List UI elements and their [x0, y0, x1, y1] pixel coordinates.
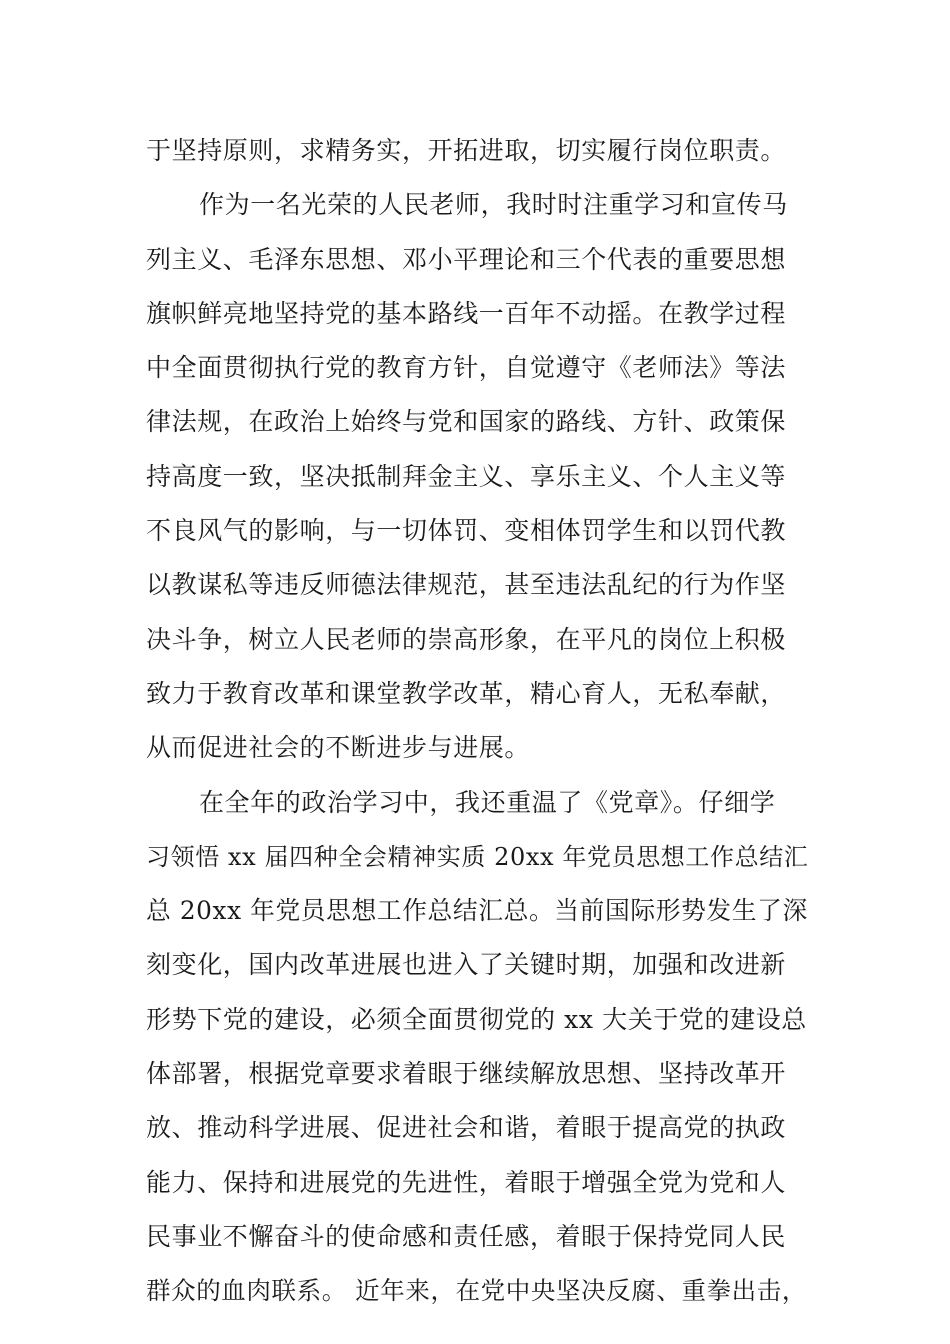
- text-line: 持高度一致，坚决抵制拜金主义、享乐主义、个人主义等: [146, 461, 787, 491]
- text-line: 放、推动科学进展、促进社会和谐，着眼于提高党的执政: [146, 1113, 787, 1143]
- body-text: [146, 124, 810, 1319]
- text-line: 能力、保持和进展党的先进性，着眼于增强全党为党和人: [146, 1167, 787, 1197]
- text-line: 决斗争，树立人民老师的崇高形象，在平凡的岗位上积极: [146, 624, 787, 654]
- paragraph-start-line: 作为一名光荣的人民老师，我时时注重学习和宣传马: [199, 190, 788, 220]
- text-line: 习领悟 xx 届四种全会精神实质 20xx 年党员思想工作总结汇: [146, 842, 809, 871]
- text-line: 律法规，在政治上始终与党和国家的路线、方针、政策保: [146, 407, 787, 437]
- paragraph-start-line: 在全年的政治学习中，我还重温了《党章》。仔细学: [199, 787, 776, 817]
- text-line: 刻变化，国内改革进展也进入了关键时期，加强和改进新: [146, 950, 787, 980]
- text-line: 群众的血肉联系。 近年来，在党中央坚决反腐、重拳出击，: [146, 1276, 807, 1306]
- text-line: 以教谋私等违反师德法律规范，甚至违法乱纪的行为作坚: [146, 570, 787, 600]
- text-line: 列主义、毛泽东思想、邓小平理论和三个代表的重要思想: [146, 244, 787, 274]
- text-line: 不良风气的影响，与一切体罚、变相体罚学生和以罚代教: [146, 516, 787, 546]
- text-line: 于坚持原则，求精务实，开拓进取，切实履行岗位职责。: [146, 136, 787, 165]
- text-line: 致力于教育改革和课堂教学改革，精心育人，无私奉献，: [146, 678, 787, 708]
- text-line: 形势下党的建设，必须全面贯彻党的 xx 大关于党的建设总: [146, 1004, 807, 1034]
- text-line: 总 20xx 年党员思想工作总结汇总。当前国际形势发生了深: [146, 896, 808, 926]
- text-line: 中全面贯彻执行党的教育方针，自觉遵守《老师法》等法: [146, 353, 787, 383]
- text-line: 旗帜鲜亮地坚持党的基本路线一百年不动摇。在教学过程: [146, 298, 787, 328]
- text-line: 体部署，根据党章要求着眼于继续解放思想、坚持改革开: [146, 1059, 787, 1089]
- text-line: 民事业不懈奋斗的使命感和责任感，着眼于保持党同人民: [146, 1221, 787, 1251]
- text-line: 从而促进社会的不断进步与进展。: [146, 733, 531, 763]
